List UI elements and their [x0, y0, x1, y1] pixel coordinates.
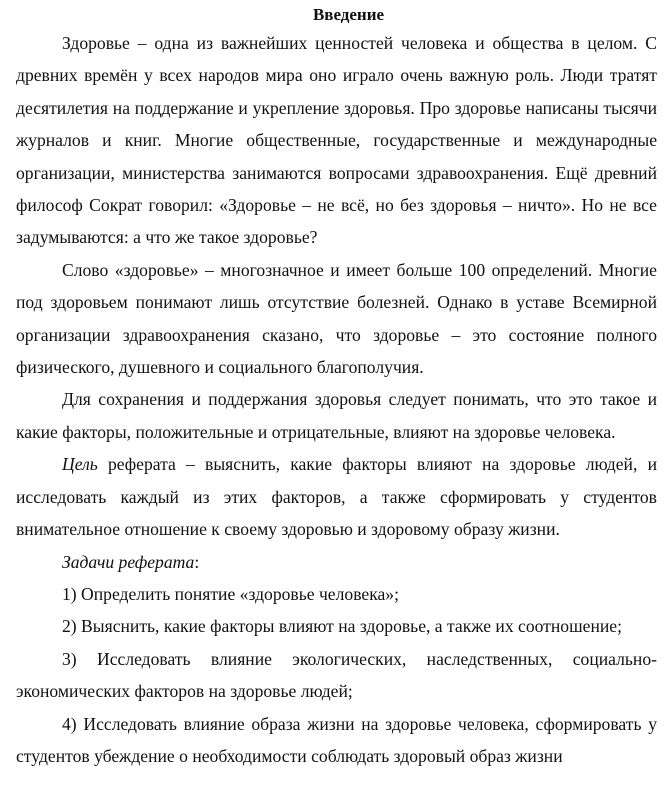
task-item-3: 3) Исследовать влияние экологических, наследственных, социально-экономических факторов на здоровье людей;: [16, 648, 657, 702]
paragraph-goal: [16, 448, 657, 545]
section-title: Введение: [312, 5, 385, 24]
document-page: [16, 4, 657, 772]
tasks-colon: :: [194, 551, 200, 572]
task-item-2: 2) Выяснить, какие факторы влияют на здоровье, а также их соотношение;: [62, 616, 622, 637]
tasks-label: Задачи реферата: [62, 551, 195, 572]
paragraph-health-value: Здоровье – одна из важнейших ценностей человека и общества в целом. С древних времён у всех народов мира оно играло очень важную роль. Люди тратят десятилетия на поддержание и укрепление здоровья. Про здоровье написаны тысячи журналов и книг. Многие общественные, государственные и международные организации, министерства занимаются вопросами здравоохранения. Ещё древний философ Сократ говорил: «Здоровье – не всё, но без здоровья – ничто». Но не все задумываются: а что же такое здоровье?: [16, 33, 657, 248]
paragraph-health-factors: Для сохранения и поддержания здоровья следует понимать, что это такое и какие факторы, положительные и отрицательные, влияют на здоровье человека.: [16, 389, 657, 442]
paragraph-health-definition: Слово «здоровье» – многозначное и имеет больше 100 определений. Многие под здоровьем понимают лишь отсутствие болезней. Однако в уставе Всемирной организации здравоохранения сказано, что здоровье – это состояние полного физического, душевного и социального благополучия.: [16, 259, 657, 378]
paragraph-tasks-heading: [16, 546, 657, 578]
task-item-4: 4) Исследовать влияние образа жизни на здоровье человека, сформировать у студентов убеждение о необходимости соблюдать здоровый образ жизни: [16, 713, 657, 766]
task-item-1: 1) Определить понятие «здоровье человека»;: [62, 583, 399, 604]
goal-text: реферата – выяснить, какие факторы влияют на здоровье людей, и исследовать каждый из этих факторов, а также сформировать у студентов внимательное отношение к своему здоровью и здоровому образу жизни.: [16, 454, 657, 540]
goal-label: Цель: [62, 454, 98, 475]
